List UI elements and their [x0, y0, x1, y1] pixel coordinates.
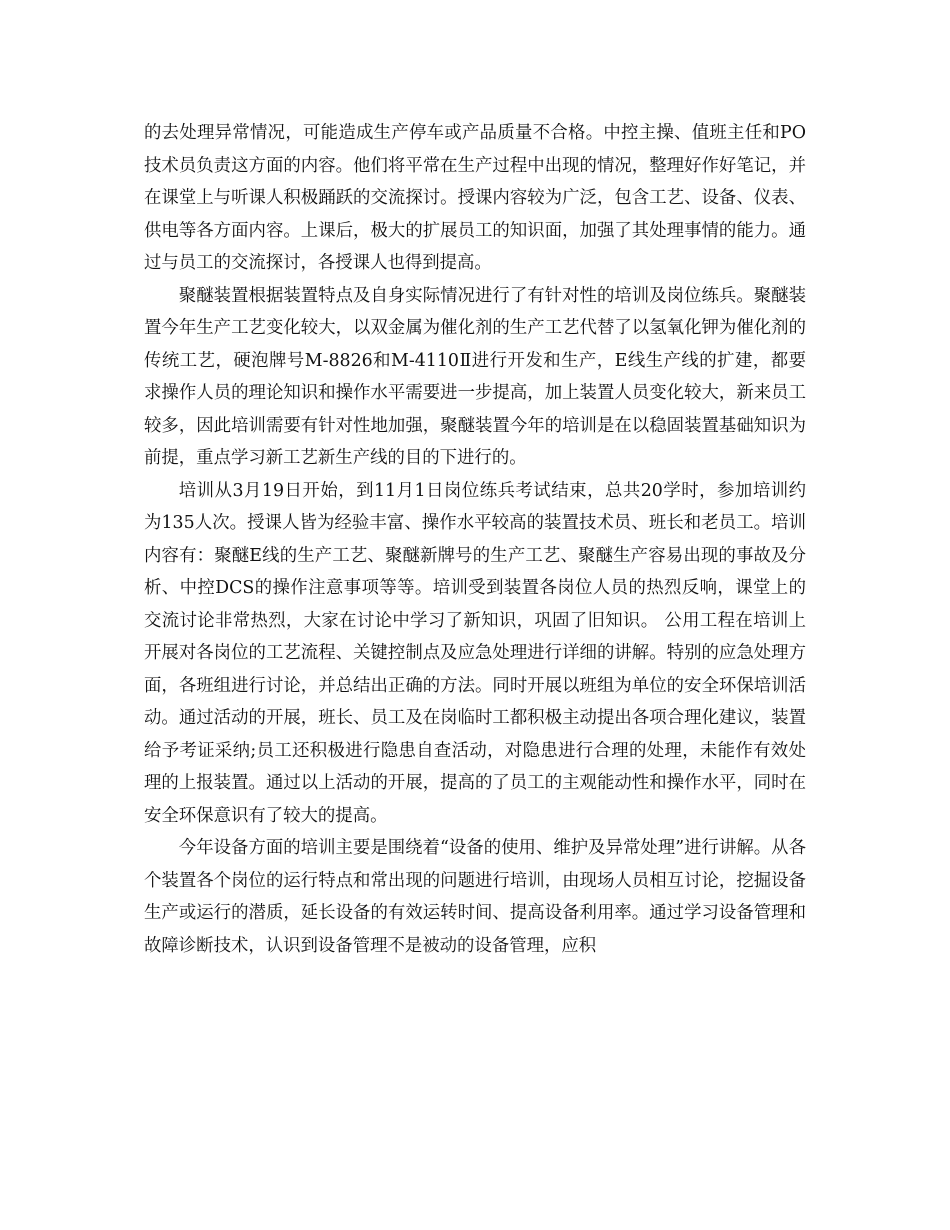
paragraph-2: 聚醚装置根据装置特点及自身实际情况进行了有针对性的培训及岗位练兵。聚醚装置今年生产工艺变化较大，以双金属为催化剂的生产工艺代替了以氢氧化钾为催化剂的传统工艺，硬泡牌号M-8826和M-4110Ⅱ进行开发和生产，E线生产线的扩建，都要求操作人员的理论知识和操作水平需要进一步提高，加上装置人员变化较大，新来员工较多，因此培训需要有针对性地加强，聚醚装置今年的培训是在以稳固装置基础知识为前提，重点学习新工艺新生产线的目的下进行的。	[144, 285, 806, 468]
paragraph-1: 的去处理异常情况，可能造成生产停车或产品质量不合格。中控主操、值班主任和PO技术员负责这方面的内容。他们将平常在生产过程中出现的情况，整理好作好笔记，并在课堂上与听课人积极踊跃的交流探讨。授课内容较为广泛，包含工艺、设备、仪表、供电等各方面内容。上课后，极大的扩展员工的知识面，加强了其处理事情的能力。通过与员工的交流探讨，各授课人也得到提高。	[144, 123, 806, 273]
paragraph-3: 培训从3月19日开始，到11月1日岗位练兵考试结束，总共20学时，参加培训约为135人次。授课人皆为经验丰富、操作水平较高的装置技术员、班长和老员工。培训内容有：聚醚E线的生产工艺、聚醚新牌号的生产工艺、聚醚生产容易出现的事故及分析、中控DCS的操作注意事项等等。培训受到装置各岗位人员的热烈反响，课堂上的交流讨论非常热烈，大家在讨论中学习了新知识，巩固了旧知识。 公用工程在培训上开展对各岗位的工艺流程、关键控制点及应急处理进行详细的讲解。特别的应急处理方面，各班组进行讨论，并总结出正确的方法。同时开展以班组为单位的安全环保培训活动。通过活动的开展，班长、员工及在岗临时工都积极主动提出各项合理化建议，装置给予考证采纳;员工还积极进行隐患自查活动，对隐患进行合理的处理，未能作有效处理的上报装置。通过以上活动的开展，提高的了员工的主观能动性和操作水平，同时在安全环保意识有了较大的提高。	[144, 480, 806, 826]
paragraph-4: 今年设备方面的培训主要是围绕着“设备的使用、维护及异常处理”进行讲解。从各个装置各个岗位的运行特点和常出现的问题进行培训，由现场人员相互讨论，挖掘设备生产或运行的潜质，延长设备的有效运转时间、提高设备利用率。通过学习设备管理和故障诊断技术，认识到设备管理不是被动的设备管理，应积	[144, 838, 806, 956]
document-body	[144, 117, 806, 962]
